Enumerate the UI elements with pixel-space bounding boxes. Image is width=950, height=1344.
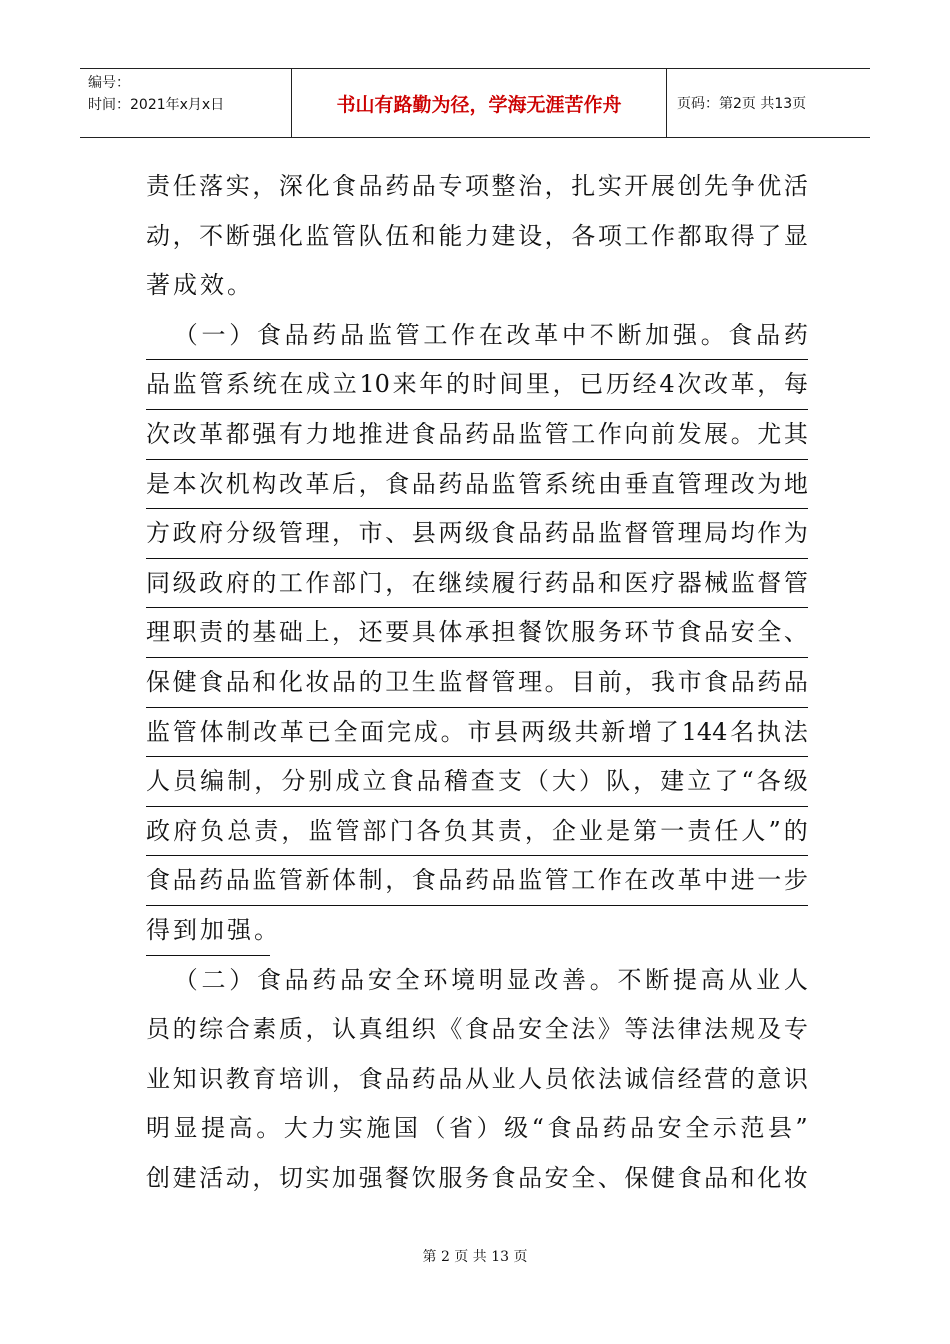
body-line: 明 显 提 高 。 大 力 实 施 国 （ 省 ） 级 “ 食 品 药 品 安 全 示 范 县 ” (146, 1114, 808, 1143)
body-line: （ 一 ） 食 品 药 品 监 管 工 作 在 改 革 中 不 断 加 强 。 食 品 药 (146, 311, 808, 361)
document-body (146, 162, 808, 1203)
body-line: 食 品 药 品 监 管 新 体 制 ， 食 品 药 品 监 管 工 作 在 改 革 中 进 一 步 (146, 856, 808, 906)
document-number-label: 编号： (88, 75, 130, 91)
page-header (80, 68, 870, 138)
body-line: 业 知 识 教 育 培 训 ， 食 品 药 品 从 业 人 员 依 法 诚 信 经 营 的 意 识 (146, 1064, 808, 1093)
body-line: 员 的 综 合 素 质 ， 认 真 组 织 《 食 品 安 全 法 》 等 法 律 法 规 及 专 (146, 1015, 808, 1044)
document-time-label: 时间：2021年x月x日 (88, 97, 225, 113)
body-line: 得到加强。 (146, 906, 270, 956)
body-line: 著成效。 (146, 271, 254, 300)
body-line: 次 改 革 都 强 有 力 地 推 进 食 品 药 品 监 管 工 作 向 前 发 展 。 尤 其 (146, 410, 808, 460)
body-line: 品 监 管 系 统 在 成 立 10 来 年 的 时 间 里 ， 已 历 经 4 次 改 革 ， 每 (146, 360, 808, 410)
body-line: 同 级 政 府 的 工 作 部 门 ， 在 继 续 履 行 药 品 和 医 疗 器 械 监 督 管 (146, 559, 808, 609)
body-line: 方 政 府 分 级 管 理 ， 市 、 县 两 级 食 品 药 品 监 督 管 理 局 均 作 为 (146, 509, 808, 559)
body-line: 是 本 次 机 构 改 革 后 ， 食 品 药 品 监 管 系 统 由 垂 直 管 理 改 为 地 (146, 460, 808, 510)
body-line: 人 员 编 制 ， 分 别 成 立 食 品 稽 查 支 （ 大 ） 队 ， 建 立 了 “ 各 级 (146, 757, 808, 807)
body-line: 保 健 食 品 和 化 妆 品 的 卫 生 监 督 管 理 。 目 前 ， 我 市 食 品 药 品 (146, 658, 808, 708)
header-page-number: 页码：第2页 共13页 (677, 96, 807, 112)
header-motto: 书山有路勤为径，学海无涯苦作舟 (292, 69, 667, 137)
body-line: 创 建 活 动 ， 切 实 加 强 餐 饮 服 务 食 品 安 全 、 保 健 食 品 和 化 妆 (146, 1163, 808, 1192)
header-info-cell (80, 69, 292, 137)
body-line: 理 职 责 的 基 础 上 ， 还 要 具 体 承 担 餐 饮 服 务 环 节 食 品 安 全 、 (146, 608, 808, 658)
body-line: 政 府 负 总 责 ， 监 管 部 门 各 负 其 责 ， 企 业 是 第 一 责 任 人 ” 的 (146, 807, 808, 857)
body-line: 责 任 落 实 ， 深 化 食 品 药 品 专 项 整 治 ， 扎 实 开 展 创 先 争 优 活 (146, 172, 808, 200)
body-line: （ 二 ） 食 品 药 品 安 全 环 境 明 显 改 善 。 不 断 提 高 从 业 人 (173, 965, 808, 994)
page-footer: 第 2 页 共 13 页 (422, 1249, 528, 1265)
body-line: 动 ， 不 断 强 化 监 管 队 伍 和 能 力 建 设 ， 各 项 工 作 都 取 得 了 显 (146, 221, 808, 250)
body-line: 监 管 体 制 改 革 已 全 面 完 成 。 市 县 两 级 共 新 增 了 144 名 执 法 (146, 708, 808, 758)
